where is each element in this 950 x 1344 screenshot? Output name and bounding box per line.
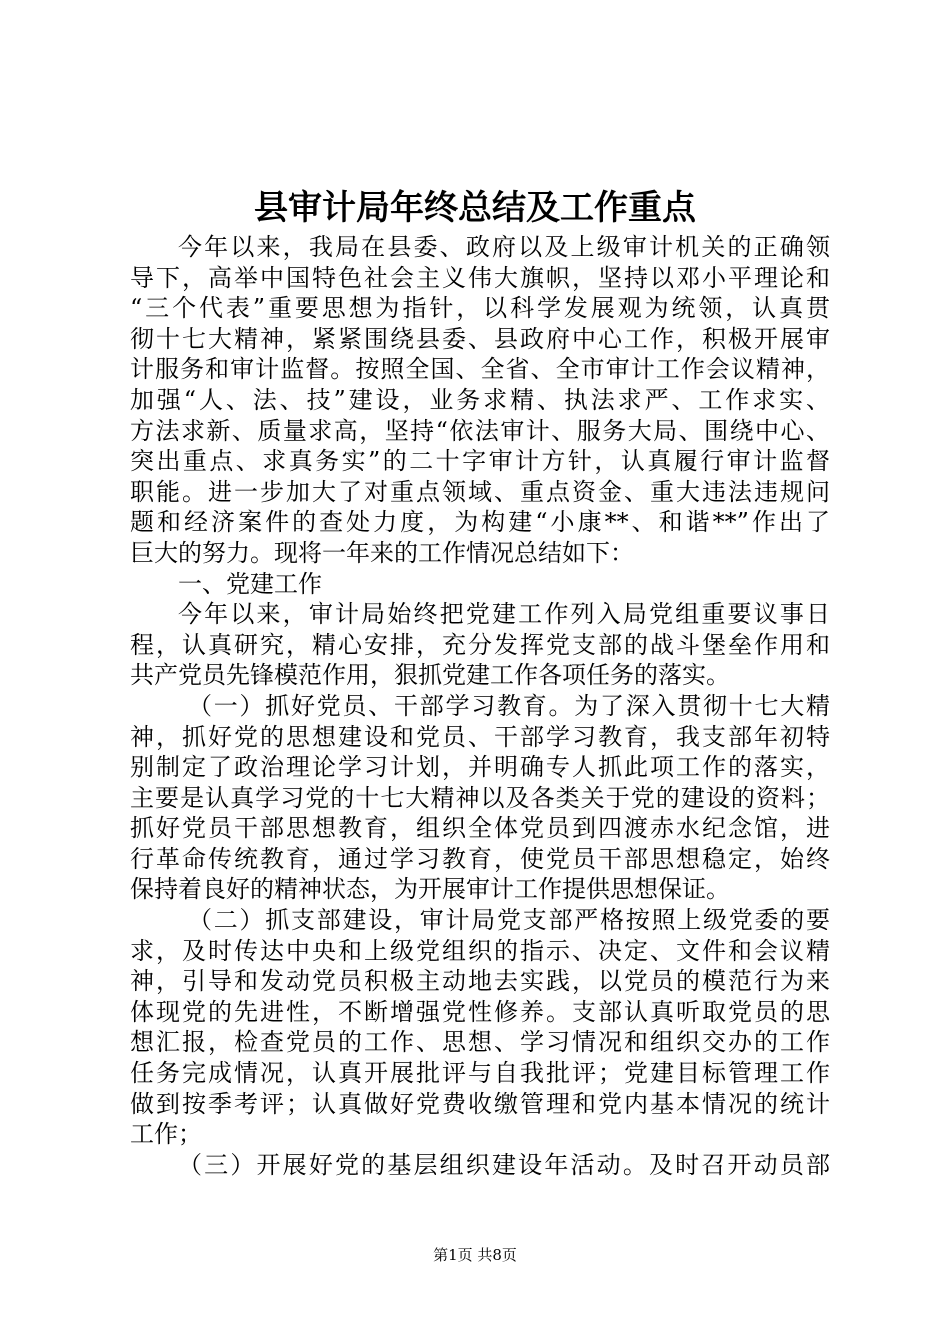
text-line: 行革命传统教育，通过学习教育，使党员干部思想稳定，始终: [130, 844, 830, 873]
text-line: 神，引导和发动党员积极主动地去实践，以党员的模范行为来: [130, 967, 830, 996]
text-line: 加强“人、法、技”建设，业务求精、执法求严、工作求实、: [130, 385, 830, 414]
text-line: 做到按季考评；认真做好党费收缴管理和党内基本情况的统计: [130, 1089, 830, 1118]
text-line: 工作；: [130, 1120, 202, 1149]
text-line: （二）抓支部建设，审计局党支部严格按照上级党委的要: [188, 906, 830, 935]
document-title: 县审计局年终总结及工作重点: [254, 188, 696, 228]
document-body: [130, 232, 830, 1180]
text-line: 抓好党员干部思想教育，组织全体党员到四渡赤水纪念馆，进: [130, 814, 830, 843]
text-line: （一）抓好党员、干部学习教育。为了深入贯彻十七大精: [188, 691, 830, 720]
text-line: 巨大的努力。现将一年来的工作情况总结如下：: [130, 538, 634, 567]
text-line: 导下，高举中国特色社会主义伟大旗帜，坚持以邓小平理论和: [130, 263, 830, 292]
text-line: 想汇报，检查党员的工作、思想、学习情况和组织交办的工作: [130, 1028, 830, 1057]
text-line: 职能。进一步加大了对重点领域、重点资金、重大违法违规问: [130, 477, 830, 506]
text-line: 别制定了政治理论学习计划，并明确专人抓此项工作的落实，: [130, 753, 830, 782]
text-line: 方法求新、质量求高，坚持“依法审计、服务大局、围绕中心、: [130, 416, 830, 445]
text-line: 共产党员先锋模范作用，狠抓党建工作各项任务的落实。: [130, 661, 730, 690]
text-line: 题和经济案件的查处力度，为构建“小康**、和谐**”作出了: [130, 508, 830, 537]
text-line: 计服务和审计监督。按照全国、全省、全市审计工作会议精神，: [130, 355, 830, 384]
text-line: “三个代表”重要思想为指针，以科学发展观为统领，认真贯: [130, 294, 830, 323]
text-line: 程，认真研究，精心安排，充分发挥党支部的战斗堡垒作用和: [130, 630, 830, 659]
text-line: 今年以来，我局在县委、政府以及上级审计机关的正确领: [178, 233, 830, 261]
text-line: 任务完成情况，认真开展批评与自我批评；党建目标管理工作: [130, 1059, 830, 1088]
text-line: 体现党的先进性，不断增强党性修养。支部认真听取党员的思: [130, 997, 830, 1026]
text-line: 神，抓好党的思想建设和党员、干部学习教育，我支部年初特: [130, 722, 830, 751]
text-line: 彻十七大精神，紧紧围绕县委、县政府中心工作，积极开展审: [130, 324, 830, 353]
text-line: 求，及时传达中央和上级党组织的指示、决定、文件和会议精: [130, 936, 830, 965]
page-footer: 第1页 共8页: [433, 1246, 517, 1264]
text-line: 今年以来，审计局始终把党建工作列入局党组重要议事日: [178, 600, 830, 629]
text-line: 主要是认真学习党的十七大精神以及各类关于党的建设的资料；: [130, 783, 830, 812]
text-line: （三）开展好党的基层组织建设年活动。及时召开动员部: [178, 1150, 830, 1179]
section-heading: 一、党建工作: [178, 569, 322, 598]
text-line: 保持着良好的精神状态，为开展审计工作提供思想保证。: [130, 875, 730, 904]
text-line: 突出重点、求真务实”的二十字审计方针，认真履行审计监督: [130, 447, 830, 476]
